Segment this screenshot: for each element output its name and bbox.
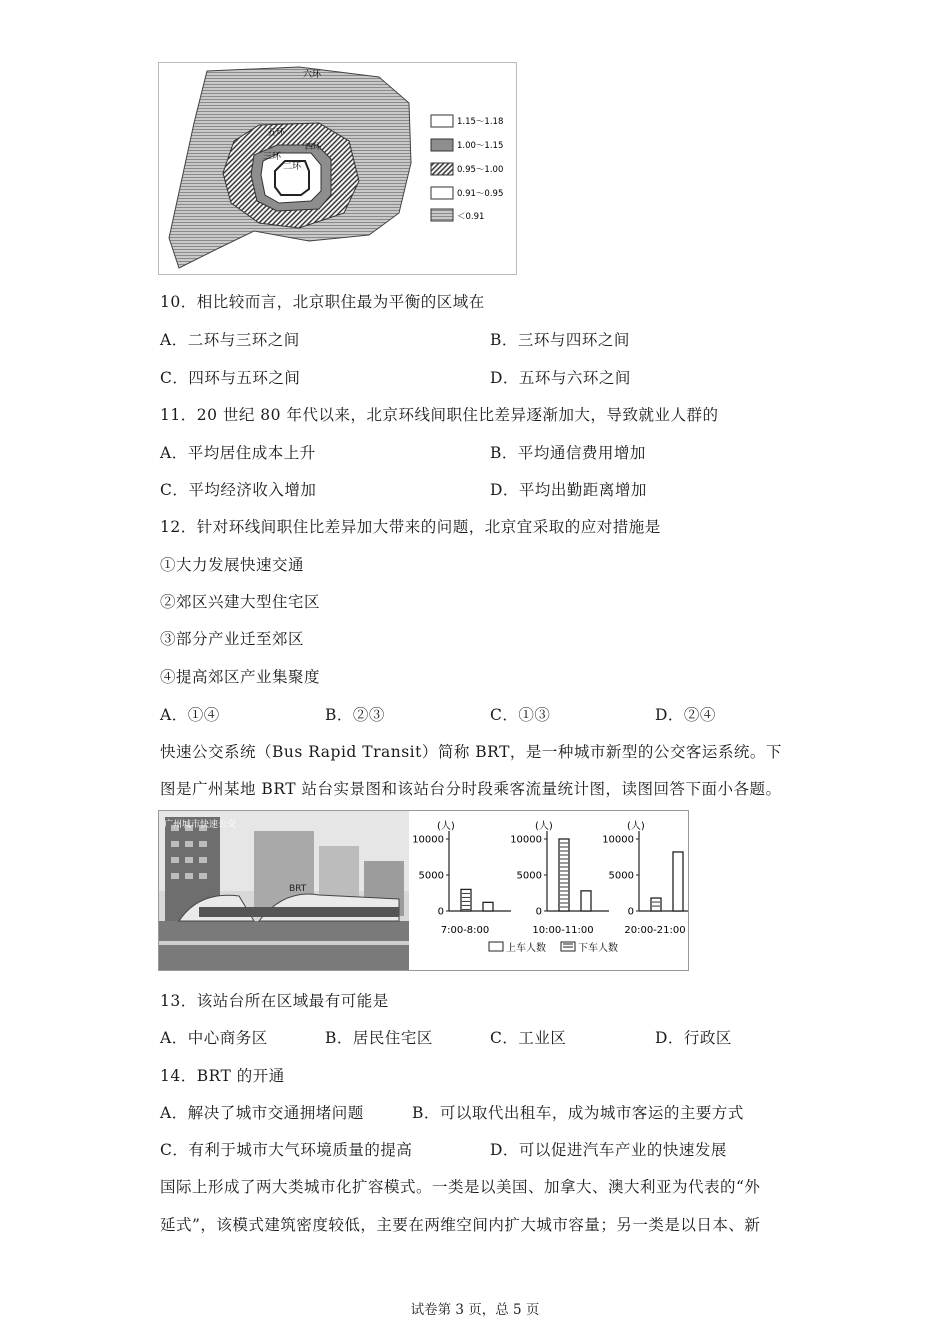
q12-item-1: ①大力发展快速交通 bbox=[160, 556, 305, 574]
chart-1 bbox=[412, 819, 511, 936]
passage2-line1: 国际上形成了两大类城市化扩容模式。一类是以美国、加拿大、澳大利亚为代表的“外 bbox=[160, 1178, 761, 1196]
legend-alighting: 下车人数 bbox=[578, 943, 618, 954]
map-legend bbox=[431, 115, 503, 222]
legend-label-1: 1.15～1.18 bbox=[457, 117, 504, 127]
legend-boarding: 上车人数 bbox=[506, 943, 546, 954]
bar-boarding bbox=[461, 889, 471, 911]
y-tick-label: 10000 bbox=[602, 834, 634, 846]
q13-option-c: C．工业区 bbox=[490, 1029, 567, 1047]
q13-option-b: B．居民住宅区 bbox=[325, 1029, 433, 1047]
legend-label-4: 0.91～0.95 bbox=[457, 189, 504, 199]
x-category-label: 7:00-8:00 bbox=[440, 925, 490, 936]
q11-stem: 11．20 世纪 80 年代以来，北京环线间职住比差异逐渐加大，导致就业人群的 bbox=[160, 406, 719, 424]
q13-option-a: A．中心商务区 bbox=[160, 1029, 268, 1047]
y-tick-label: 5000 bbox=[608, 870, 634, 882]
q12-item-2: ②郊区兴建大型住宅区 bbox=[160, 593, 321, 611]
chart-2 bbox=[510, 819, 609, 936]
chart-3 bbox=[602, 819, 688, 936]
q14-option-c: C．有利于城市大气环境质量的提高 bbox=[160, 1141, 413, 1159]
chart-legend bbox=[489, 941, 618, 954]
q14-option-b: B．可以取代出租车，成为城市客运的主要方式 bbox=[412, 1104, 744, 1122]
ring-label-6: 六环 bbox=[303, 70, 322, 80]
passage1-line2: 图是广州某地 BRT 站台实景图和该站台分时段乘客流量统计图，读图回答下面小各题。 bbox=[160, 780, 782, 798]
y-unit-label: (人) bbox=[627, 821, 645, 832]
q12-item-3: ③部分产业迁至郊区 bbox=[160, 630, 305, 648]
q11-option-d: D．平均出勤距离增加 bbox=[490, 481, 647, 499]
brt-station-photo bbox=[159, 811, 409, 970]
y-tick-label: 10000 bbox=[412, 834, 444, 846]
q13-stem: 13．该站台所在区域最有可能是 bbox=[160, 992, 389, 1010]
bar-boarding bbox=[651, 898, 661, 911]
q12-option-d: D．②④ bbox=[655, 706, 716, 724]
brt-figure bbox=[158, 810, 689, 971]
passenger-flow-charts bbox=[412, 819, 688, 936]
y-tick-label: 10000 bbox=[510, 834, 542, 846]
ring-label-2: 二环 bbox=[283, 162, 302, 172]
passage1-line1: 快速公交系统（Bus Rapid Transit）简称 BRT，是一种城市新型的公交客运系统。下 bbox=[160, 743, 782, 761]
q14-stem: 14．BRT 的开通 bbox=[160, 1067, 285, 1085]
y-tick-label: 5000 bbox=[516, 870, 542, 882]
q10-option-c: C．四环与五环之间 bbox=[160, 369, 301, 387]
q11-option-a: A．平均居住成本上升 bbox=[160, 444, 316, 462]
q10-option-b: B．三环与四环之间 bbox=[490, 331, 630, 349]
photo-caption: 广州城市快速公交 bbox=[164, 820, 237, 830]
bar-alighting bbox=[673, 852, 683, 911]
brt-figure-svg bbox=[159, 811, 688, 970]
y-tick-label: 0 bbox=[535, 906, 542, 918]
y-tick-label: 5000 bbox=[418, 870, 444, 882]
y-unit-label: (人) bbox=[535, 821, 553, 832]
ring-map bbox=[159, 63, 516, 274]
ring-label-3: 三环 bbox=[263, 152, 282, 162]
q10-stem: 10．相比较而言，北京职住最为平衡的区域在 bbox=[160, 293, 485, 311]
q12-item-4: ④提高郊区产业集聚度 bbox=[160, 668, 321, 686]
q12-option-a: A．①④ bbox=[160, 706, 220, 724]
ring-map-figure bbox=[158, 62, 517, 275]
ring-label-4: 四环 bbox=[305, 142, 321, 151]
y-tick-label: 0 bbox=[627, 906, 634, 918]
q14-option-d: D．可以促进汽车产业的快速发展 bbox=[490, 1141, 727, 1159]
ring-label-5: 五环 bbox=[267, 128, 286, 138]
q11-option-b: B．平均通信费用增加 bbox=[490, 444, 646, 462]
legend-label-5: ＜0.91 bbox=[457, 212, 485, 222]
bar-alighting bbox=[581, 891, 591, 911]
q10-option-a: A．二环与三环之间 bbox=[160, 331, 300, 349]
q11-option-c: C．平均经济收入增加 bbox=[160, 481, 317, 499]
passage2-line2: 延式”，该模式建筑密度较低，主要在两维空间内扩大城市容量；另一类是以日本、新 bbox=[160, 1216, 761, 1234]
y-unit-label: (人) bbox=[437, 821, 455, 832]
photo-brt-sign: BRT bbox=[289, 884, 307, 894]
x-category-label: 20:00-21:00 bbox=[624, 925, 686, 936]
legend-label-2: 1.00～1.15 bbox=[457, 141, 504, 151]
bar-alighting bbox=[483, 902, 493, 911]
q14-option-a: A．解决了城市交通拥堵问题 bbox=[160, 1104, 364, 1122]
q10-option-d: D．五环与六环之间 bbox=[490, 369, 631, 387]
page-footer: 试卷第 3 页，总 5 页 bbox=[410, 1302, 540, 1318]
q12-option-c: C．①③ bbox=[490, 706, 551, 724]
q12-stem: 12．针对环线间职住比差异加大带来的问题，北京宜采取的应对措施是 bbox=[160, 518, 661, 536]
y-tick-label: 0 bbox=[437, 906, 444, 918]
q13-option-d: D．行政区 bbox=[655, 1029, 732, 1047]
legend-label-3: 0.95～1.00 bbox=[457, 165, 504, 175]
x-category-label: 10:00-11:00 bbox=[532, 925, 594, 936]
q12-option-b: B．②③ bbox=[325, 706, 385, 724]
